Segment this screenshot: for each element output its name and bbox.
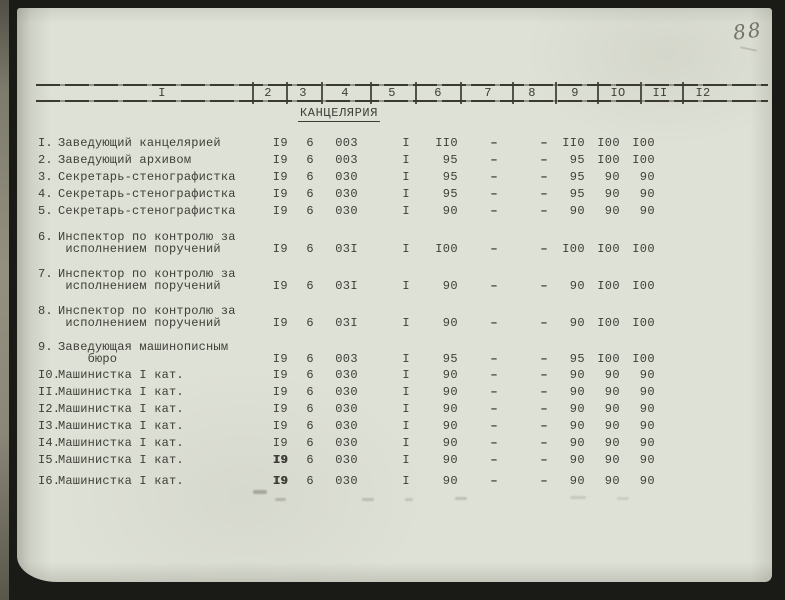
cell-value: 030	[335, 436, 358, 450]
cell-value: 90	[442, 402, 458, 416]
row-number: 4.	[38, 187, 53, 201]
cell-value: I9	[272, 419, 288, 433]
cell-value: 030	[335, 187, 358, 201]
cell-value: 90	[604, 453, 620, 467]
cell-value: 90	[639, 419, 655, 433]
cell-value: I	[402, 136, 410, 150]
cell-value: 90	[604, 436, 620, 450]
cell-value: –	[490, 385, 498, 399]
cell-value: I9	[272, 136, 288, 150]
cell-value: 90	[639, 453, 655, 467]
position-title: Машинистка I кат.	[58, 436, 184, 450]
column-number: I	[158, 86, 166, 100]
cell-value: I00	[632, 279, 655, 293]
column-number: 4	[341, 86, 349, 100]
ink-smudge	[275, 498, 286, 501]
cell-value: 95	[442, 187, 458, 201]
cell-value: 03I	[335, 279, 358, 293]
column-number: 7	[484, 86, 492, 100]
position-title: Секретарь-стенографистка	[58, 204, 236, 218]
cell-value: –	[490, 453, 498, 467]
cell-value: 6	[306, 170, 314, 184]
cell-value: 90	[569, 279, 585, 293]
cell-value: 95	[442, 153, 458, 167]
ink-smudge	[253, 490, 267, 494]
cell-value: 90	[569, 316, 585, 330]
cell-value: 90	[442, 385, 458, 399]
cell-value: I00	[632, 153, 655, 167]
column-number: 5	[388, 86, 396, 100]
cell-value: I	[402, 170, 410, 184]
cell-value: I	[402, 352, 410, 366]
row-number: 3.	[38, 170, 53, 184]
cell-value: 90	[604, 385, 620, 399]
cell-value: 90	[569, 419, 585, 433]
cell-value: II0	[435, 136, 458, 150]
cell-value: –	[490, 316, 498, 330]
cell-value: I00	[632, 352, 655, 366]
row-number: 9.	[38, 339, 53, 354]
section-title: КАНЦЕЛЯРИЯ	[299, 106, 379, 120]
cell-value: –	[540, 279, 548, 293]
cell-value: 90	[639, 385, 655, 399]
cell-value: 95	[442, 170, 458, 184]
cell-value: I	[402, 187, 410, 201]
cell-value: I	[402, 419, 410, 433]
cell-value: –	[490, 242, 498, 256]
position-title: Секретарь-стенографистка	[58, 170, 236, 184]
cell-value: –	[490, 368, 498, 382]
cell-value: 90	[604, 204, 620, 218]
cell-value: –	[540, 436, 548, 450]
cell-value: I00	[597, 316, 620, 330]
cell-value: I	[402, 242, 410, 256]
ink-smudge	[455, 497, 467, 500]
row-number: 2.	[38, 153, 53, 167]
cell-value: I9	[272, 352, 288, 366]
row-number: 5.	[38, 204, 53, 218]
cell-value: I9	[272, 436, 288, 450]
cell-value: –	[540, 453, 548, 467]
cell-value: –	[540, 170, 548, 184]
cell-value: 6	[306, 453, 314, 467]
ink-smudge	[405, 498, 413, 501]
position-title: Машинистка I кат.	[58, 402, 184, 416]
cell-value: 6	[306, 385, 314, 399]
row-number: I2.	[38, 402, 61, 416]
cell-value: –	[540, 385, 548, 399]
cell-value: 6	[306, 204, 314, 218]
position-title: Машинистка I кат.	[58, 474, 184, 488]
cell-value: –	[490, 419, 498, 433]
cell-value: 90	[442, 419, 458, 433]
cell-value: I00	[562, 242, 585, 256]
ink-smudge	[570, 496, 586, 499]
position-title: Заведующий канцелярией	[58, 136, 221, 150]
cell-value: 90	[639, 204, 655, 218]
cell-value: 95	[569, 352, 585, 366]
cell-value: I00	[632, 136, 655, 150]
cell-value: 030	[335, 204, 358, 218]
cell-value: 90	[604, 187, 620, 201]
cell-value: I9	[272, 187, 288, 201]
cell-value: 90	[639, 402, 655, 416]
cell-value: I9	[272, 453, 288, 467]
column-number: 2	[264, 86, 272, 100]
cell-value: –	[540, 368, 548, 382]
cell-value: 6	[306, 187, 314, 201]
cell-value: 03I	[335, 242, 358, 256]
cell-value: 6	[306, 352, 314, 366]
cell-value: 90	[639, 474, 655, 488]
previous-page-edge	[0, 0, 9, 600]
cell-value: –	[540, 316, 548, 330]
ink-smudge	[617, 497, 629, 500]
cell-value: 90	[604, 419, 620, 433]
cell-value: 90	[569, 436, 585, 450]
cell-value: I9	[272, 170, 288, 184]
cell-value: I00	[597, 136, 620, 150]
cell-value: –	[490, 153, 498, 167]
cell-value: 6	[306, 402, 314, 416]
cell-value: I9	[272, 153, 288, 167]
cell-value: –	[540, 204, 548, 218]
cell-value: 90	[639, 187, 655, 201]
cell-value: 90	[442, 474, 458, 488]
position-title: Заведующий архивом	[58, 153, 192, 167]
column-number: I2	[695, 86, 711, 100]
cell-value: –	[490, 170, 498, 184]
cell-value: 6	[306, 436, 314, 450]
cell-value: 03I	[335, 316, 358, 330]
cell-value: I	[402, 279, 410, 293]
cell-value: –	[490, 136, 498, 150]
cell-value: I9	[272, 368, 288, 382]
cell-value: I	[402, 316, 410, 330]
cell-value: 030	[335, 453, 358, 467]
cell-value: 95	[569, 153, 585, 167]
cell-value: 6	[306, 419, 314, 433]
cell-value: 6	[306, 136, 314, 150]
column-number: IO	[610, 86, 626, 100]
cell-value: 90	[569, 204, 585, 218]
cell-value: –	[540, 187, 548, 201]
cell-value: –	[540, 136, 548, 150]
column-number: II	[652, 86, 668, 100]
cell-value: I00	[597, 242, 620, 256]
position-title: Секретарь-стенографистка	[58, 187, 236, 201]
row-number: 7.	[38, 266, 53, 281]
cell-value: I	[402, 153, 410, 167]
cell-value: 90	[639, 436, 655, 450]
cell-value: 030	[335, 419, 358, 433]
cell-value: I00	[597, 352, 620, 366]
cell-value: –	[490, 187, 498, 201]
cell-value: I9	[272, 279, 288, 293]
cell-value: –	[540, 352, 548, 366]
row-number: I5.	[38, 453, 61, 467]
position-title: Машинистка I кат.	[58, 368, 184, 382]
cell-value: 90	[569, 453, 585, 467]
cell-value: 6	[306, 153, 314, 167]
cell-value: I9	[272, 204, 288, 218]
cell-value: 003	[335, 352, 358, 366]
cell-value: 030	[335, 402, 358, 416]
table-body	[17, 8, 772, 582]
cell-value: 90	[442, 316, 458, 330]
position-title: Инспектор по контролю за исполнением поручений	[58, 266, 236, 293]
row-number: I0.	[38, 368, 61, 382]
cell-value: 90	[604, 474, 620, 488]
cell-value: 030	[335, 385, 358, 399]
cell-value: 030	[335, 170, 358, 184]
cell-value: 030	[335, 474, 358, 488]
ink-smudge	[362, 498, 374, 501]
cell-value: I	[402, 474, 410, 488]
cell-value: 003	[335, 136, 358, 150]
position-title: Заведующая машинописным бюро	[58, 339, 229, 366]
cell-value: I	[402, 204, 410, 218]
position-title: Машинистка I кат.	[58, 385, 184, 399]
cell-value: 90	[442, 368, 458, 382]
cell-value: –	[540, 402, 548, 416]
cell-value: I00	[597, 153, 620, 167]
row-number: I3.	[38, 419, 61, 433]
position-title: Машинистка I кат.	[58, 419, 184, 433]
row-number: I.	[38, 136, 53, 150]
cell-value: 90	[569, 368, 585, 382]
cell-value: 6	[306, 474, 314, 488]
position-title: Инспектор по контролю за исполнением поручений	[58, 303, 236, 330]
row-number: II.	[38, 385, 61, 399]
cell-value: I	[402, 453, 410, 467]
position-title: Инспектор по контролю за исполнением поручений	[58, 229, 236, 256]
cell-value: 6	[306, 279, 314, 293]
row-number: 8.	[38, 303, 53, 318]
row-number: I4.	[38, 436, 61, 450]
position-title: Машинистка I кат.	[58, 453, 184, 467]
cell-value: I	[402, 436, 410, 450]
cell-value: I9	[272, 385, 288, 399]
cell-value: –	[540, 153, 548, 167]
column-number: 8	[528, 86, 536, 100]
cell-value: 90	[569, 385, 585, 399]
cell-value: –	[490, 436, 498, 450]
cell-value: 90	[604, 402, 620, 416]
cell-value: 95	[569, 187, 585, 201]
cell-value: 90	[639, 170, 655, 184]
cell-value: I9	[272, 316, 288, 330]
cell-value: 90	[569, 402, 585, 416]
cell-value: 90	[604, 368, 620, 382]
cell-value: 90	[442, 204, 458, 218]
cell-value: 90	[639, 368, 655, 382]
cell-value: 6	[306, 316, 314, 330]
cell-value: 90	[442, 436, 458, 450]
cell-value: 6	[306, 368, 314, 382]
cell-value: I9	[272, 474, 288, 488]
cell-value: I	[402, 368, 410, 382]
cell-value: –	[490, 352, 498, 366]
cell-value: I00	[597, 279, 620, 293]
cell-value: I	[402, 385, 410, 399]
row-number: I6.	[38, 474, 61, 488]
cell-value: 6	[306, 242, 314, 256]
cell-value: –	[490, 204, 498, 218]
column-number: 3	[299, 86, 307, 100]
cell-value: –	[540, 419, 548, 433]
cell-value: 90	[569, 474, 585, 488]
cell-value: –	[540, 474, 548, 488]
cell-value: II0	[562, 136, 585, 150]
column-number: 6	[434, 86, 442, 100]
handwritten-page-number: 88	[731, 17, 764, 45]
cell-value: I9	[272, 242, 288, 256]
cell-value: 90	[442, 279, 458, 293]
column-number: 9	[571, 86, 579, 100]
cell-value: 95	[569, 170, 585, 184]
cell-value: –	[490, 402, 498, 416]
cell-value: –	[540, 242, 548, 256]
cell-value: I9	[272, 402, 288, 416]
row-number: 6.	[38, 229, 53, 244]
cell-value: 90	[442, 453, 458, 467]
cell-value: I00	[632, 242, 655, 256]
cell-value: 95	[442, 352, 458, 366]
cell-value: I00	[435, 242, 458, 256]
document-page	[17, 8, 772, 582]
cell-value: I	[402, 402, 410, 416]
cell-value: 90	[604, 170, 620, 184]
cell-value: 030	[335, 368, 358, 382]
cell-value: 003	[335, 153, 358, 167]
cell-value: –	[490, 474, 498, 488]
cell-value: –	[490, 279, 498, 293]
cell-value: I00	[632, 316, 655, 330]
